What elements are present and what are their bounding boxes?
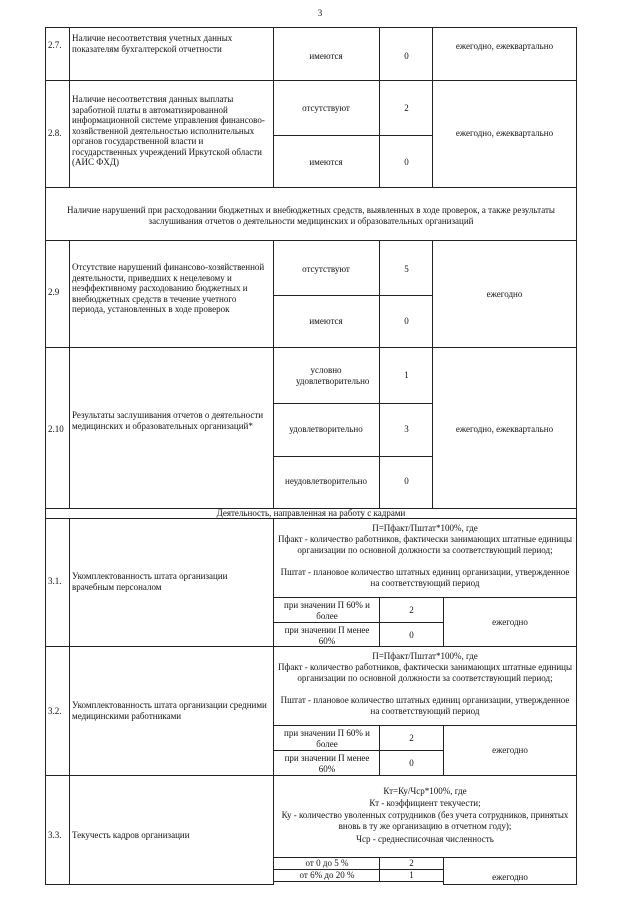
row-number: 3.3. (48, 830, 62, 840)
indicator-name: Укомплектованность штата организации врачебным персоналом (72, 571, 228, 592)
formula-definition: Пфакт - количество работников, фактически занимающих штатные единицы организации по основной должности за соответствующий период; (278, 534, 572, 555)
criterion: имеются (309, 157, 343, 167)
page-number: 3 (317, 8, 323, 18)
formula-definition: Кт - коэффициент текучести; (369, 798, 481, 808)
formula-definition: Пштат - плановое количество штатных единиц организации, утвержденное на соответствующий период (280, 695, 570, 716)
formula: П=Пфакт/Пштат*100%, где (372, 651, 478, 661)
criterion: имеются (309, 51, 343, 61)
frequency: ежегодно, ежеквартально (455, 41, 554, 51)
score: 3 (404, 424, 409, 434)
row-number: 3.1. (48, 576, 62, 586)
score: 2 (404, 103, 409, 113)
criterion: от 6% до 20 % (299, 870, 355, 880)
row-number: 3.2. (48, 706, 62, 716)
indicator-name: Наличие несоответствия учетных данных показателям бухгалтерской отчетности (72, 33, 233, 54)
row-number: 2.10 (48, 424, 64, 434)
frequency: ежегодно (486, 289, 523, 299)
criterion: отсутствуют (302, 264, 350, 274)
criterion: условно удовлетворительно (296, 365, 370, 386)
score: 2 (409, 858, 414, 868)
indicator-name: Укомплектованность штата организации средними медицинскими работниками (72, 700, 267, 721)
criterion: при значении П 60% и более (284, 600, 370, 621)
formula-definition: Пштат - плановое количество штатных единиц организации, утвержденное на соответствующий период (280, 567, 570, 588)
score: 0 (409, 758, 414, 768)
indicator-name: Результаты заслушивания отчетов о деятельности медицинских и образовательных организаций* (72, 410, 264, 431)
section-title: Наличие нарушений при расходовании бюджетных и внебюджетных средств, выявленных в ходе проверок, а также результаты заслушивания отчетов о деятельности медицинских и образовательных организаций (67, 205, 555, 226)
formula: Кт=Ку/Чср*100%, где (383, 786, 467, 796)
formula-definition: Пфакт - количество работников, фактически занимающих штатные единицы организации по основной должности за соответствующий период; (278, 662, 572, 683)
criterion: при значении П менее 60% (284, 625, 370, 646)
indicator-name: Текучесть кадров организации (72, 830, 190, 840)
criterion: отсутствуют (302, 103, 350, 113)
indicator-name: Отсутствие нарушений финансово-хозяйственной деятельности, приведших к нецелевому и неэффективному расходованию бюджетных и внебюджетных средств в течение учетного периода, установленных в ходе проверок (72, 262, 265, 314)
score: 0 (409, 630, 414, 640)
score: 2 (409, 605, 414, 615)
score: 1 (409, 870, 414, 880)
row-number: 2.9 (48, 287, 60, 297)
frequency: ежегодно, ежеквартально (455, 424, 554, 434)
frequency: ежегодно, ежеквартально (455, 128, 554, 138)
frequency: ежегодно (492, 872, 528, 882)
score: 0 (404, 51, 409, 61)
criterion: удовлетворительно (289, 424, 363, 434)
frequency: ежегодно (492, 745, 528, 755)
score: 0 (404, 476, 409, 486)
formula: П=Пфакт/Пштат*100%, где (372, 523, 478, 533)
score: 0 (404, 157, 409, 167)
criterion: от 0 до 5 % (305, 858, 349, 868)
score: 0 (404, 316, 409, 326)
score: 1 (404, 370, 409, 380)
criterion: имеются (309, 316, 343, 326)
indicator-name: Наличие несоответствия данных выплаты заработной платы в автоматизированной информационной системе управления финансово-хозяйственной деятельностью исполнительных органов государственной власти и государственных учреждений Иркутской области (АИС ФХД) (72, 94, 265, 167)
row-number: 2.8. (48, 128, 62, 138)
row-number: 2.7. (48, 40, 62, 50)
formula-definition: Чср - среднесписочная численность (356, 834, 494, 844)
criterion: при значении П 60% и более (284, 728, 370, 749)
score: 5 (404, 264, 409, 274)
section-title: Деятельность, направленная на работу с кадрами (216, 508, 406, 518)
score: 2 (409, 733, 414, 743)
criterion: при значении П менее 60% (284, 753, 370, 774)
formula-definition: Ку - количество уволенных сотрудников (без учета сотрудников, принятых вновь в ту же организацию в отчетном году); (281, 810, 569, 831)
frequency: ежегодно (492, 617, 528, 627)
criterion: неудовлетворительно (285, 476, 367, 486)
